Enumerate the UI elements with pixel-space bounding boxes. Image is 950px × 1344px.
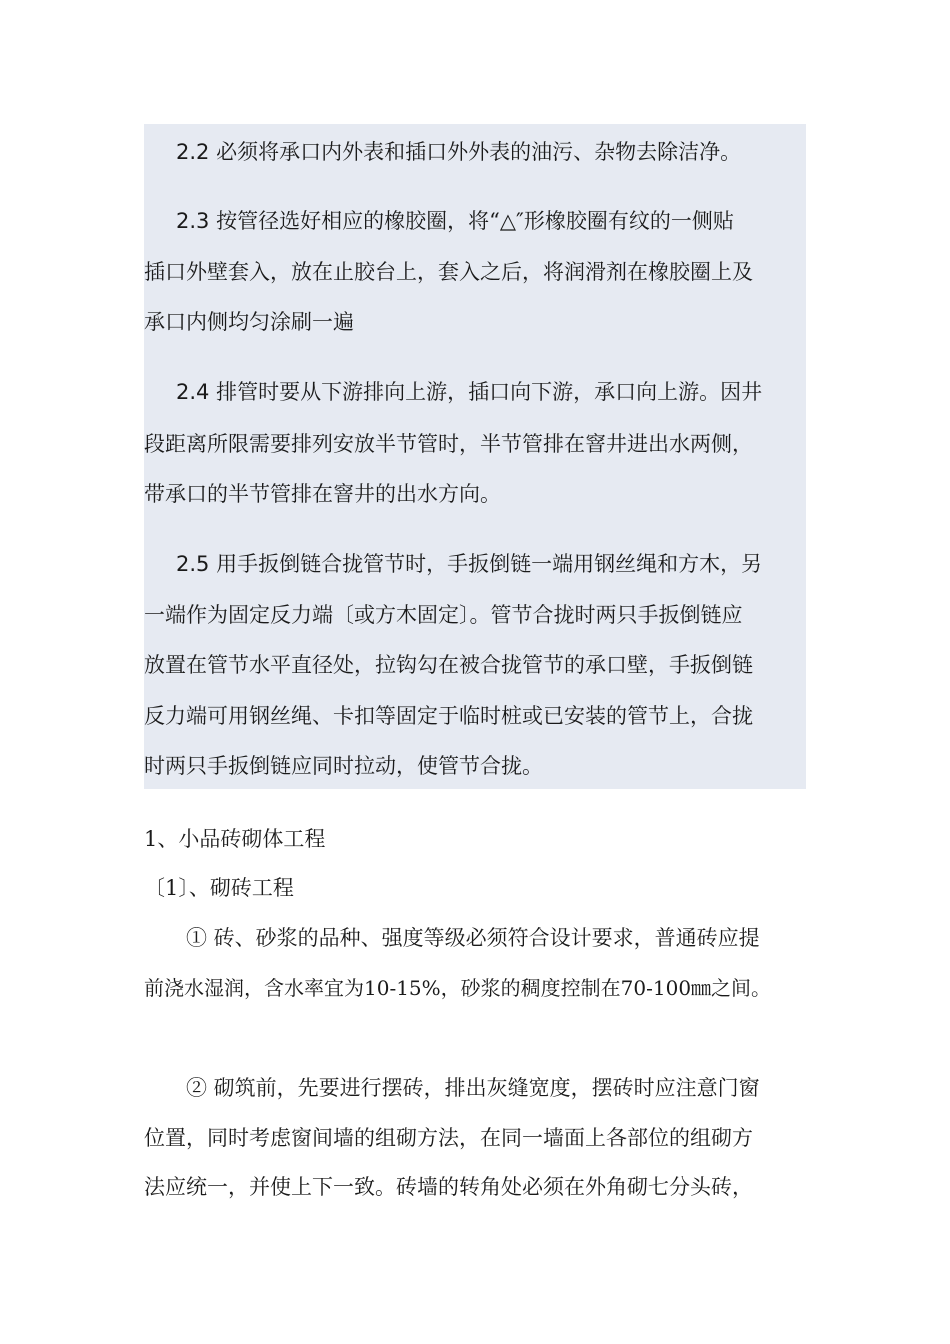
item-1-line2: 前浇水湿润，含水率宜为10-15%，砂浆的稠度控制在70-100㎜之间。: [144, 976, 772, 1000]
para-2-4-number: 2.4: [176, 380, 210, 404]
para-2-2-line1: 2.2 必须将承口内外表和插口外外表的油污、杂物去除洁净。: [176, 140, 742, 164]
para-2-3-line1: 2.3 按管径选好相应的橡胶圈，将“△″形橡胶圈有纹的一侧贴: [176, 209, 734, 233]
para-2-4-line3: 带承口的半节管排在窨井的出水方向。: [144, 482, 501, 506]
para-2-5-line1: 2.5 用手扳倒链合拢管节时，手扳倒链一端用钢丝绳和方木，另: [176, 552, 763, 576]
para-2-3-number: 2.3: [176, 209, 210, 233]
para-2-4-line1: 2.4 排管时要从下游排向上游，插口向下游，承口向上游。因井: [176, 380, 763, 404]
para-2-3-line2: 插口外壁套入，放在止胶台上，套入之后，将润滑剂在橡胶圈上及: [144, 260, 753, 284]
item-1-line1: ① 砖、砂浆的品种、强度等级必须符合设计要求，普通砖应提: [186, 926, 760, 950]
para-2-5-line3: 放置在管节水平直径处，拉钩勾在被合拢管节的承口壁，手扳倒链: [144, 653, 753, 677]
para-2-5-number: 2.5: [176, 552, 210, 576]
item-2-line2: 位置，同时考虑窗间墙的组砌方法，在同一墙面上各部位的组砌方: [144, 1126, 753, 1150]
para-2-5-line5: 时两只手扳倒链应同时拉动，使管节合拢。: [144, 754, 543, 778]
para-2-5-line2: 一端作为固定反力端〔或方木固定〕。管节合拢时两只手扳倒链应: [144, 603, 743, 627]
subsection-heading: 〔1〕、砌砖工程: [144, 876, 294, 900]
item-2-line3: 法应统一，并使上下一致。砖墙的转角处必须在外角砌七分头砖，: [144, 1175, 753, 1199]
para-2-5-line4: 反力端可用钢丝绳、卡扣等固定于临时桩或已安装的管节上，合拢: [144, 704, 753, 728]
para-2-4-line2: 段距离所限需要排列安放半节管时，半节管排在窨井进出水两侧，: [144, 432, 753, 456]
para-2-3-line3: 承口内侧均匀涂刷一遍: [144, 310, 354, 334]
section-heading: 1、小品砖砌体工程: [144, 827, 326, 851]
item-2-line1: ② 砌筑前，先要进行摆砖，排出灰缝宽度，摆砖时应注意门窗: [186, 1076, 760, 1100]
para-2-2-number: 2.2: [176, 140, 210, 164]
